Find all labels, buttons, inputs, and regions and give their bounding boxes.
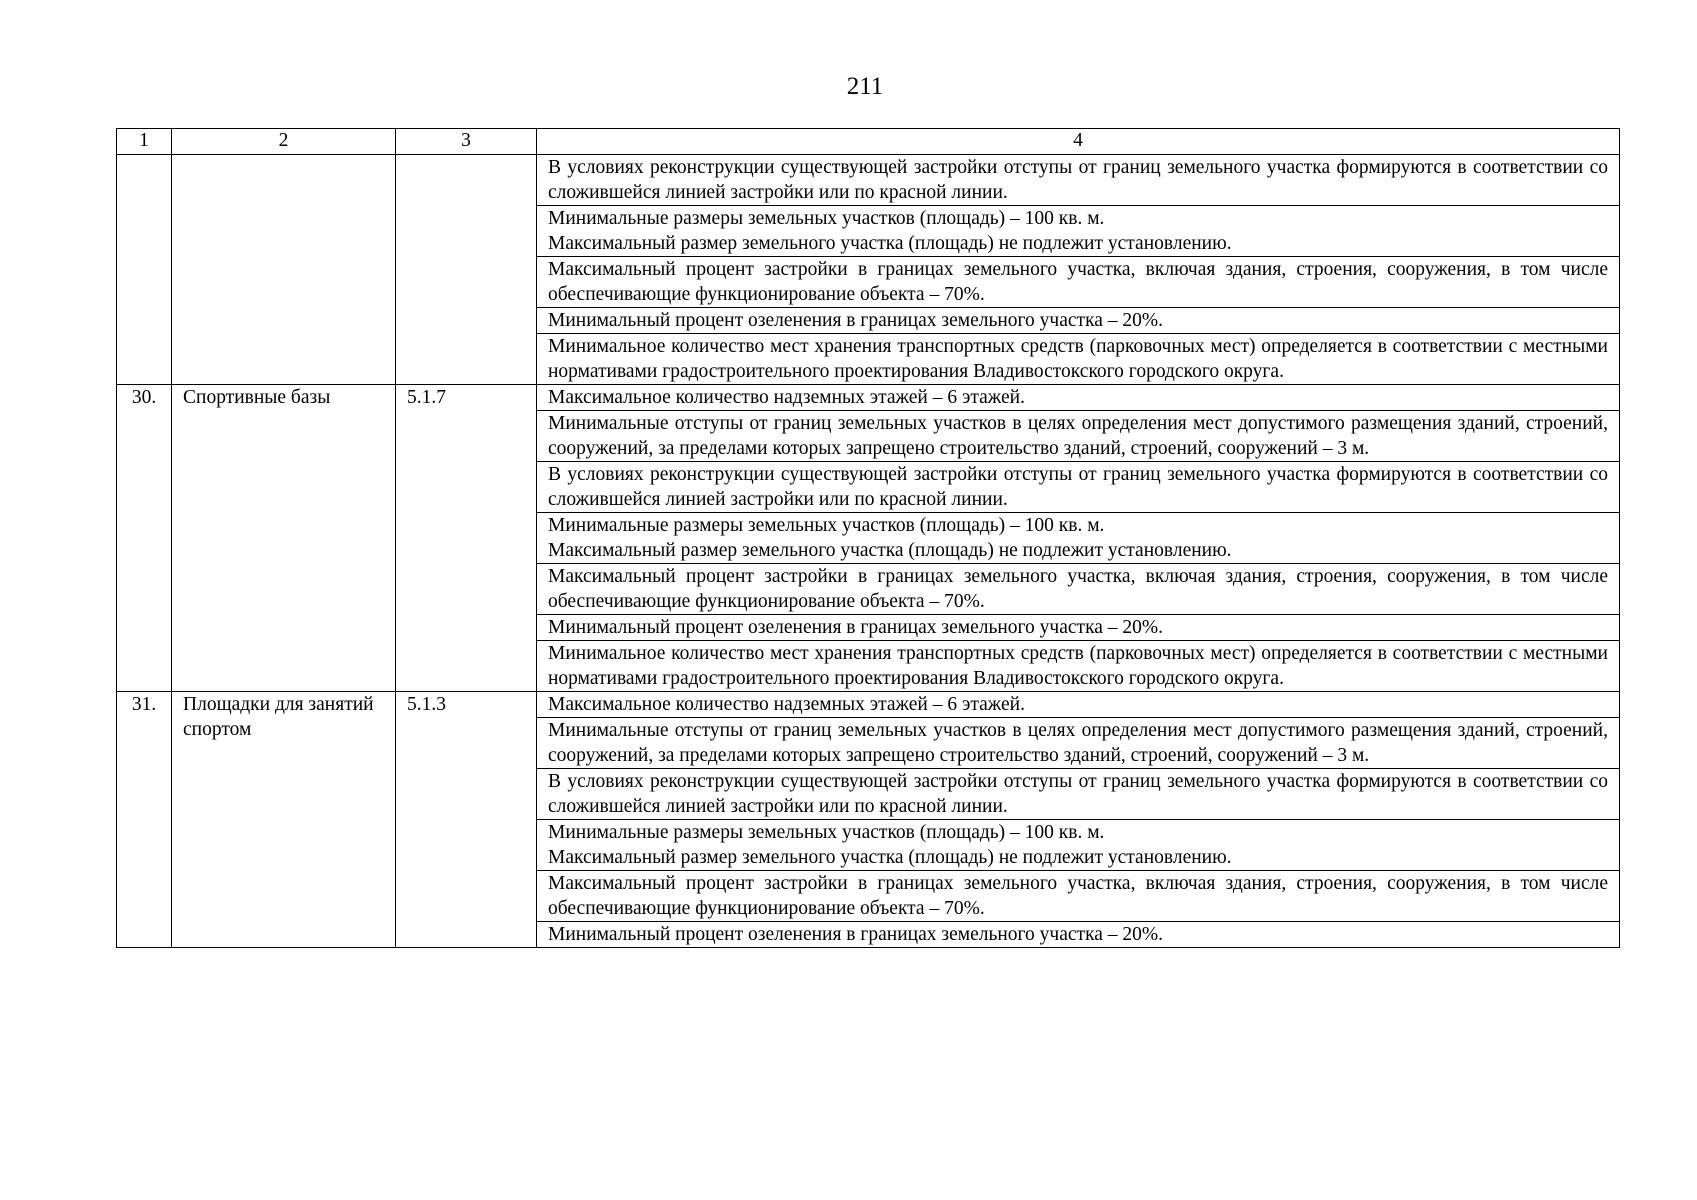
parameter-cell (537, 206, 1620, 257)
use-type-code: 5.1.7 (396, 385, 537, 692)
parameter-cell: Максимальный процент застройки в границах земельного участка, включая здания, строения, сооружения, в том числе обеспечивающие функционирование объекта – 70%. (537, 257, 1620, 308)
parameter-cell: В условиях реконструкции существующей застройки отступы от границ земельного участка формируются в соответствии со сложившейся линией застройки или по красной линии. (537, 769, 1620, 820)
use-type-code: 5.1.3 (396, 692, 537, 948)
table-body (117, 129, 1620, 948)
table-row (117, 155, 1620, 206)
parameter-cell: Минимальные отступы от границ земельных участков в целях определения мест допустимого размещения зданий, строений, сооружений, за пределами которых запрещено строительство зданий, строений, сооружений – 3 м. (537, 411, 1620, 462)
use-type-code (396, 155, 537, 385)
parameter-cell: Минимальный процент озеленения в границах земельного участка – 20%. (537, 615, 1620, 641)
parameter-cell: Максимальное количество надземных этажей – 6 этажей. (537, 385, 1620, 411)
parameter-cell: Максимальный процент застройки в границах земельного участка, включая здания, строения, сооружения, в том числе обеспечивающие функционирование объекта – 70%. (537, 871, 1620, 922)
table-header-row (117, 129, 1620, 155)
parameter-cell (537, 820, 1620, 871)
parameter-cell: Минимальное количество мест хранения транспортных средств (парковочных мест) определяется в соответствии с местными нормативами градостроительного проектирования Владивостокского городского округа. (537, 334, 1620, 385)
parameter-cell (537, 513, 1620, 564)
parameter-cell: Максимальное количество надземных этажей – 6 этажей. (537, 692, 1620, 718)
parameter-line: Минимальные размеры земельных участков (площадь) – 100 кв. м. (548, 208, 1105, 229)
parameter-cell: Минимальное количество мест хранения транспортных средств (парковочных мест) определяется в соответствии с местными нормативами градостроительного проектирования Владивостокского городского округа. (537, 641, 1620, 692)
parameter-cell: Минимальные отступы от границ земельных участков в целях определения мест допустимого размещения зданий, строений, сооружений, за пределами которых запрещено строительство зданий, строений, сооружений – 3 м. (537, 718, 1620, 769)
use-type-name (172, 155, 396, 385)
row-number: 30. (117, 385, 172, 692)
parameter-cell: Максимальный процент застройки в границах земельного участка, включая здания, строения, сооружения, в том числе обеспечивающие функционирование объекта – 70%. (537, 564, 1620, 615)
parameter-cell: В условиях реконструкции существующей застройки отступы от границ земельного участка формируются в соответствии со сложившейся линией застройки или по красной линии. (537, 462, 1620, 513)
parameter-cell: Минимальный процент озеленения в границах земельного участка – 20%. (537, 922, 1620, 948)
parameter-cell: Минимальный процент озеленения в границах земельного участка – 20%. (537, 308, 1620, 334)
row-number (117, 155, 172, 385)
header-cell-2: 2 (172, 129, 396, 155)
use-type-name: Спортивные базы (172, 385, 396, 692)
parameter-line: Минимальные размеры земельных участков (площадь) – 100 кв. м. (548, 822, 1105, 843)
parameter-line: Минимальные размеры земельных участков (площадь) – 100 кв. м. (548, 515, 1105, 536)
parameter-line: Максимальный размер земельного участка (площадь) не подлежит установлению. (548, 233, 1232, 254)
header-cell-4: 4 (537, 129, 1620, 155)
row-number: 31. (117, 692, 172, 948)
parameter-line: Максимальный размер земельного участка (площадь) не подлежит установлению. (548, 540, 1232, 561)
parameter-cell: В условиях реконструкции существующей застройки отступы от границ земельного участка формируются в соответствии со сложившейся линией застройки или по красной линии. (537, 155, 1620, 206)
table-row (117, 385, 1620, 411)
use-type-name: Площадки для занятий спортом (172, 692, 396, 948)
regulations-table (116, 128, 1620, 948)
page-number: 211 (846, 73, 884, 100)
table-row (117, 692, 1620, 718)
header-cell-3: 3 (396, 129, 537, 155)
header-cell-1: 1 (117, 129, 172, 155)
parameter-line: Максимальный размер земельного участка (площадь) не подлежит установлению. (548, 847, 1232, 868)
